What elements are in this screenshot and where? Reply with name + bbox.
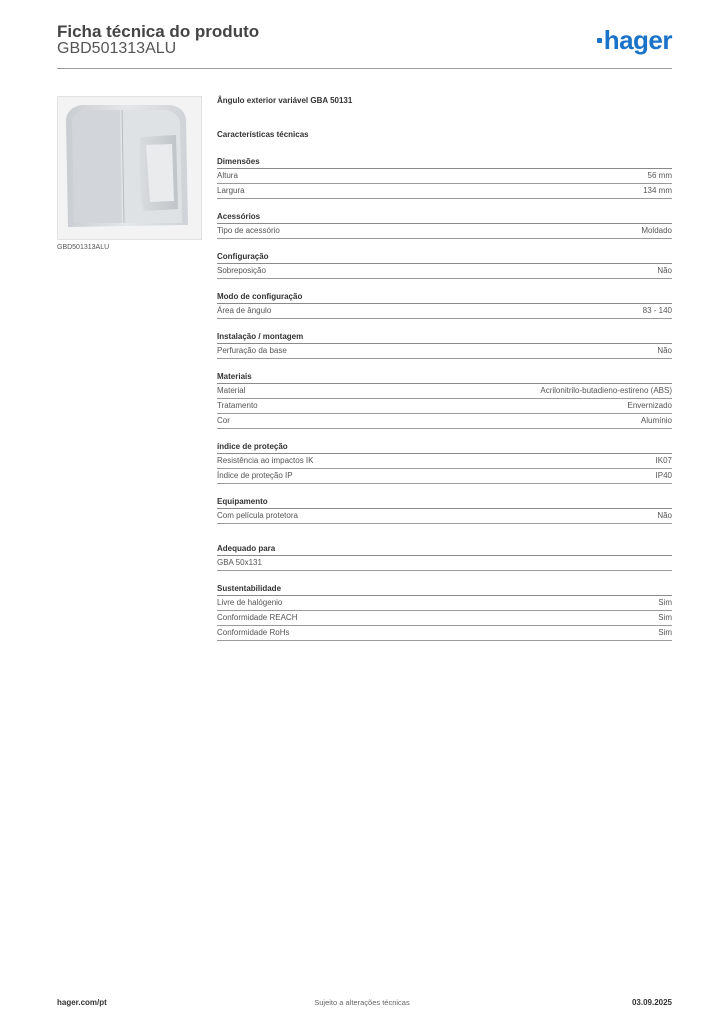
spec-row — [217, 414, 672, 429]
spec-label: Altura — [217, 171, 238, 180]
spec-content — [217, 96, 672, 641]
spec-value: IP40 — [655, 471, 672, 480]
spec-row — [217, 596, 672, 611]
section-configuration — [217, 251, 672, 279]
spec-value: Não — [657, 266, 672, 275]
section-dimensions — [217, 156, 672, 199]
spec-value: IK07 — [655, 456, 672, 465]
spec-row — [217, 626, 672, 641]
spec-value: Não — [657, 346, 672, 355]
spec-label: Material — [217, 386, 246, 395]
header-divider — [57, 68, 672, 69]
footer-date: 03.09.2025 — [631, 998, 672, 1007]
section-title: Acessórios — [217, 211, 672, 224]
section-config-mode — [217, 291, 672, 319]
spec-label: Com película protetora — [217, 511, 298, 520]
spec-value: Acrilonitrilo-butadieno-estireno (ABS) — [540, 386, 672, 395]
spec-value: Sim — [658, 613, 672, 622]
spec-label: Área de ângulo — [217, 306, 272, 315]
section-protection — [217, 441, 672, 484]
spec-row — [217, 384, 672, 399]
spec-label: Cor — [217, 416, 230, 425]
spec-value: 134 mm — [643, 186, 672, 195]
section-title: Instalação / montagem — [217, 331, 672, 344]
spec-row — [217, 509, 672, 524]
spec-label: Resistência ao impactos IK — [217, 456, 314, 465]
hager-logo — [597, 26, 672, 54]
spec-row — [217, 344, 672, 359]
spec-row — [217, 469, 672, 484]
spec-value: Não — [657, 511, 672, 520]
spec-value: 56 mm — [647, 171, 672, 180]
spec-label: Perfuração da base — [217, 346, 287, 355]
spec-row — [217, 399, 672, 414]
spec-label: Sobreposição — [217, 266, 266, 275]
section-accessories — [217, 211, 672, 239]
spec-label: Conformidade REACH — [217, 613, 298, 622]
spec-value: Envernizado — [627, 401, 672, 410]
section-title: Materiais — [217, 371, 672, 384]
section-title: Sustentabilidade — [217, 583, 672, 596]
spec-label: GBA 50x131 — [217, 558, 262, 567]
spec-row — [217, 224, 672, 239]
spec-label: Conformidade RoHs — [217, 628, 290, 637]
section-installation — [217, 331, 672, 359]
page-title: Ficha técnica do produto — [57, 22, 260, 41]
product-image — [57, 96, 202, 240]
spec-value: Sim — [658, 598, 672, 607]
section-title: Equipamento — [217, 496, 672, 509]
section-title: Configuração — [217, 251, 672, 264]
spec-row — [217, 184, 672, 199]
section-title: Dimensões — [217, 156, 672, 169]
spec-row — [217, 264, 672, 279]
spec-label: Tratamento — [217, 401, 258, 410]
spec-label: Tipo de acessório — [217, 226, 280, 235]
spec-row — [217, 304, 672, 319]
section-suitable-for — [217, 543, 672, 571]
spec-label: Livre de halógenio — [217, 598, 283, 607]
angle-product-icon — [58, 97, 201, 239]
spec-label: Índice de proteção IP — [217, 471, 293, 480]
section-title: Modo de configuração — [217, 291, 672, 304]
logo-dot-icon — [597, 38, 602, 43]
spec-value: Moldado — [641, 226, 672, 235]
logo-text: hager — [603, 25, 672, 55]
spec-value: Sim — [658, 628, 672, 637]
spec-value: 83 - 140 — [642, 306, 672, 315]
image-caption: GBD501313ALU — [57, 244, 110, 251]
section-title: índice de proteção — [217, 441, 672, 454]
section-equipment — [217, 496, 672, 524]
spec-row — [217, 611, 672, 626]
section-sustainability — [217, 583, 672, 641]
spec-row — [217, 454, 672, 469]
spec-value: Alumínio — [640, 416, 672, 425]
section-materials — [217, 371, 672, 429]
spec-row — [217, 169, 672, 184]
product-heading: Ângulo exterior variável GBA 50131 — [217, 96, 353, 105]
section-title: Adequado para — [217, 543, 672, 556]
footer-website-link[interactable]: hager.com/pt — [57, 998, 107, 1007]
spec-row — [217, 556, 672, 571]
tech-heading: Características técnicas — [217, 130, 309, 139]
footer-note: Sujeito a alterações técnicas — [314, 998, 410, 1007]
product-code: GBD501313ALU — [57, 40, 177, 57]
spec-label: Largura — [217, 186, 245, 195]
